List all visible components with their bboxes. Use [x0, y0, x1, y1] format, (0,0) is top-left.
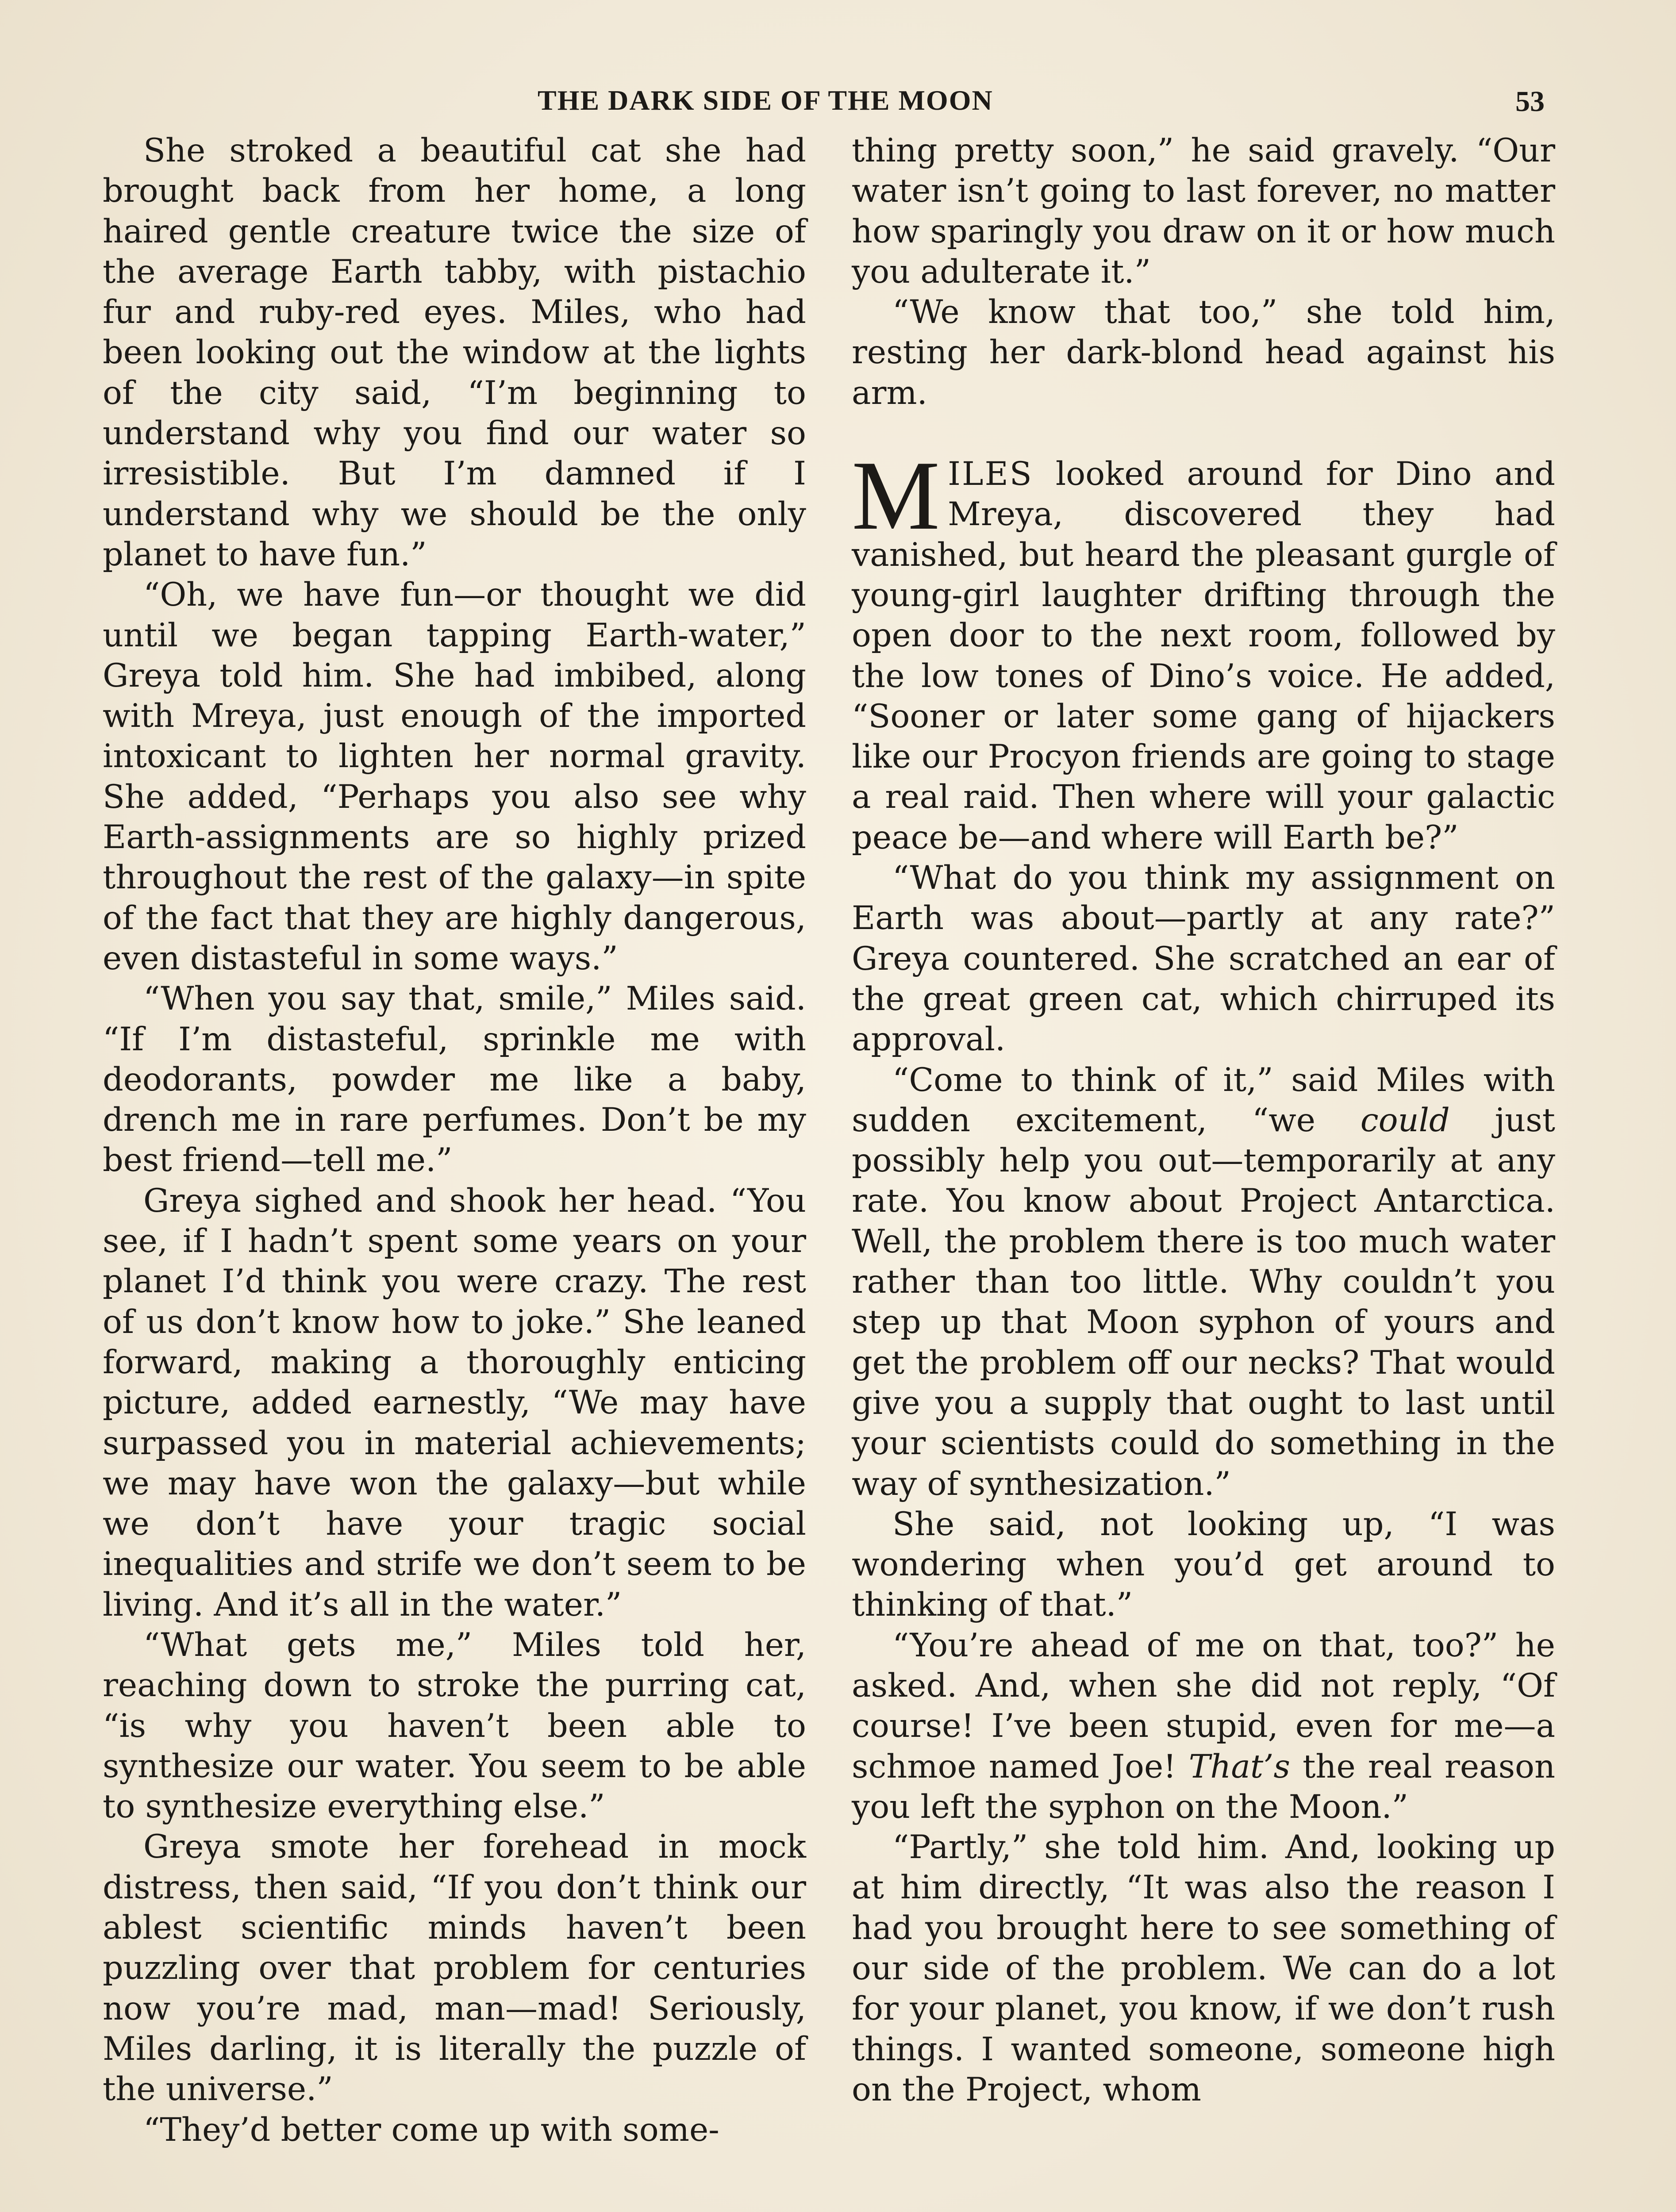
paragraph: “Oh, we have fun—or thought we did until we began tapping Earth-water,” Greya told him. She had imbibed, along with Mreya, just enough of the imported intoxicant to lighten her normal gravity. She added, “Perhaps you also see why Earth-assignments are so highly prized throughout the rest of the galaxy—in spite of the fact that they are highly dangerous, even distasteful in some ways.” [103, 576, 806, 977]
small-caps-opening: ILES [948, 455, 1033, 493]
section-opening-paragraph [852, 441, 1555, 858]
paragraph: She said, not looking up, “I was wondering when you’d get around to thinking of that.” [852, 1505, 1555, 1624]
paragraph: “Partly,” she told him. And, looking up at him directly, “It was also the reason I had you brought here to see something of our side of the problem. We can do a lot for your planet, you know, if we don’t rush things. I wanted someone, someone high on the Project, whom [852, 1828, 1555, 2108]
running-title: THE DARK SIDE OF THE MOON [538, 84, 993, 116]
paragraph-text: just possibly help you out—temporarily at any rate. You know about Project Antarctica. Well, the problem there is too much water rather than too little. Why couldn’t you step up that Moon syphon of yours and get the problem off our necks? That would give you a supply that ought to last until your scientists could do something in the way of synthesization.” [852, 1101, 1555, 1503]
right-column [852, 131, 1555, 2110]
paragraph-continuation: thing pretty soon,” he said gravely. “Our water isn’t going to last forever, no matter how sparingly you draw on it or how much you adulterate it.” [852, 132, 1555, 291]
emphasis: could [1360, 1101, 1450, 1139]
page-number: 53 [1515, 85, 1545, 118]
paragraph-text: “Come to think of it,” said Miles with sudden excitement, “we [852, 1061, 1555, 1139]
paragraph: “What gets me,” Miles told her, reaching down to stroke the purring cat, “is why you haven’t been able to synthesize our water. You seem to be able to synthesize everything else.” [103, 1626, 806, 1826]
emphasis: That’s [1188, 1747, 1290, 1786]
paragraph-text: “You’re ahead of me on that, too?” he asked. And, when she did not reply, “Of course! I’ve been stupid, even for me—a schmoe named Joe! [852, 1626, 1555, 1786]
paragraph: Greya smote her forehead in mock distress, then said, “If you don’t think our ablest scientific minds haven’t been puzzling over that problem for centuries now you’re mad, man—mad! Seriously, Miles darling, it is literally the puzzle of the universe.” [103, 1828, 806, 2108]
paragraph [852, 1060, 1555, 1504]
paragraph: Greya sighed and shook her head. “You see, if I hadn’t spent some years on your planet I’d think you were crazy. The rest of us don’t know how to joke.” She leaned forward, making a thoroughly enticing picture, added earnestly, “We may have surpassed you in material achievements; we may have won the galaxy—but while we don’t have your tragic social inequalities and strife we don’t seem to be living. And it’s all in the water.” [103, 1182, 806, 1624]
paragraph: “We know that too,” she told him, resting her dark-blond head against his arm. [852, 293, 1555, 412]
paragraph: “When you say that, smile,” Miles said. “If I’m distasteful, sprinkle me with deodorants, powder me like a baby, drench me in rare perfumes. Don’t be my best friend—tell me.” [103, 980, 806, 1179]
paragraph: She stroked a beautiful cat she had brought back from her home, a long haired gentle creature twice the size of the average Earth tabby, with pistachio fur and ruby-red eyes. Miles, who had been looking out the window at the lights of the city said, “I’m beginning to understand why you find our water so irresistible. But I’m damned if I understand why we should be the only planet to have fun.” [103, 132, 806, 573]
left-column [103, 131, 806, 2150]
drop-cap: M [852, 441, 940, 551]
paragraph: “They’d better come up with some- [143, 2111, 719, 2149]
paragraph [852, 1625, 1555, 1827]
paragraph-text: looked around for Dino and Mreya, discovered they had vanished, but heard the pleasant gurgle of young-girl laughter drifting through the open door to the next room, followed by the low tones of Dino’s voice. He added, “Sooner or later some gang of hijackers like our Procyon friends are going to stage a real raid. Then where will your galactic peace be—and where will Earth be?” [852, 455, 1555, 856]
paragraph-text: the real reason you left the syphon on the Moon.” [852, 1747, 1555, 1826]
paragraph: “What do you think my assignment on Earth was about—partly at any rate?” Greya countered. She scratched an ear of the great green cat, which chirruped its approval. [852, 859, 1555, 1059]
